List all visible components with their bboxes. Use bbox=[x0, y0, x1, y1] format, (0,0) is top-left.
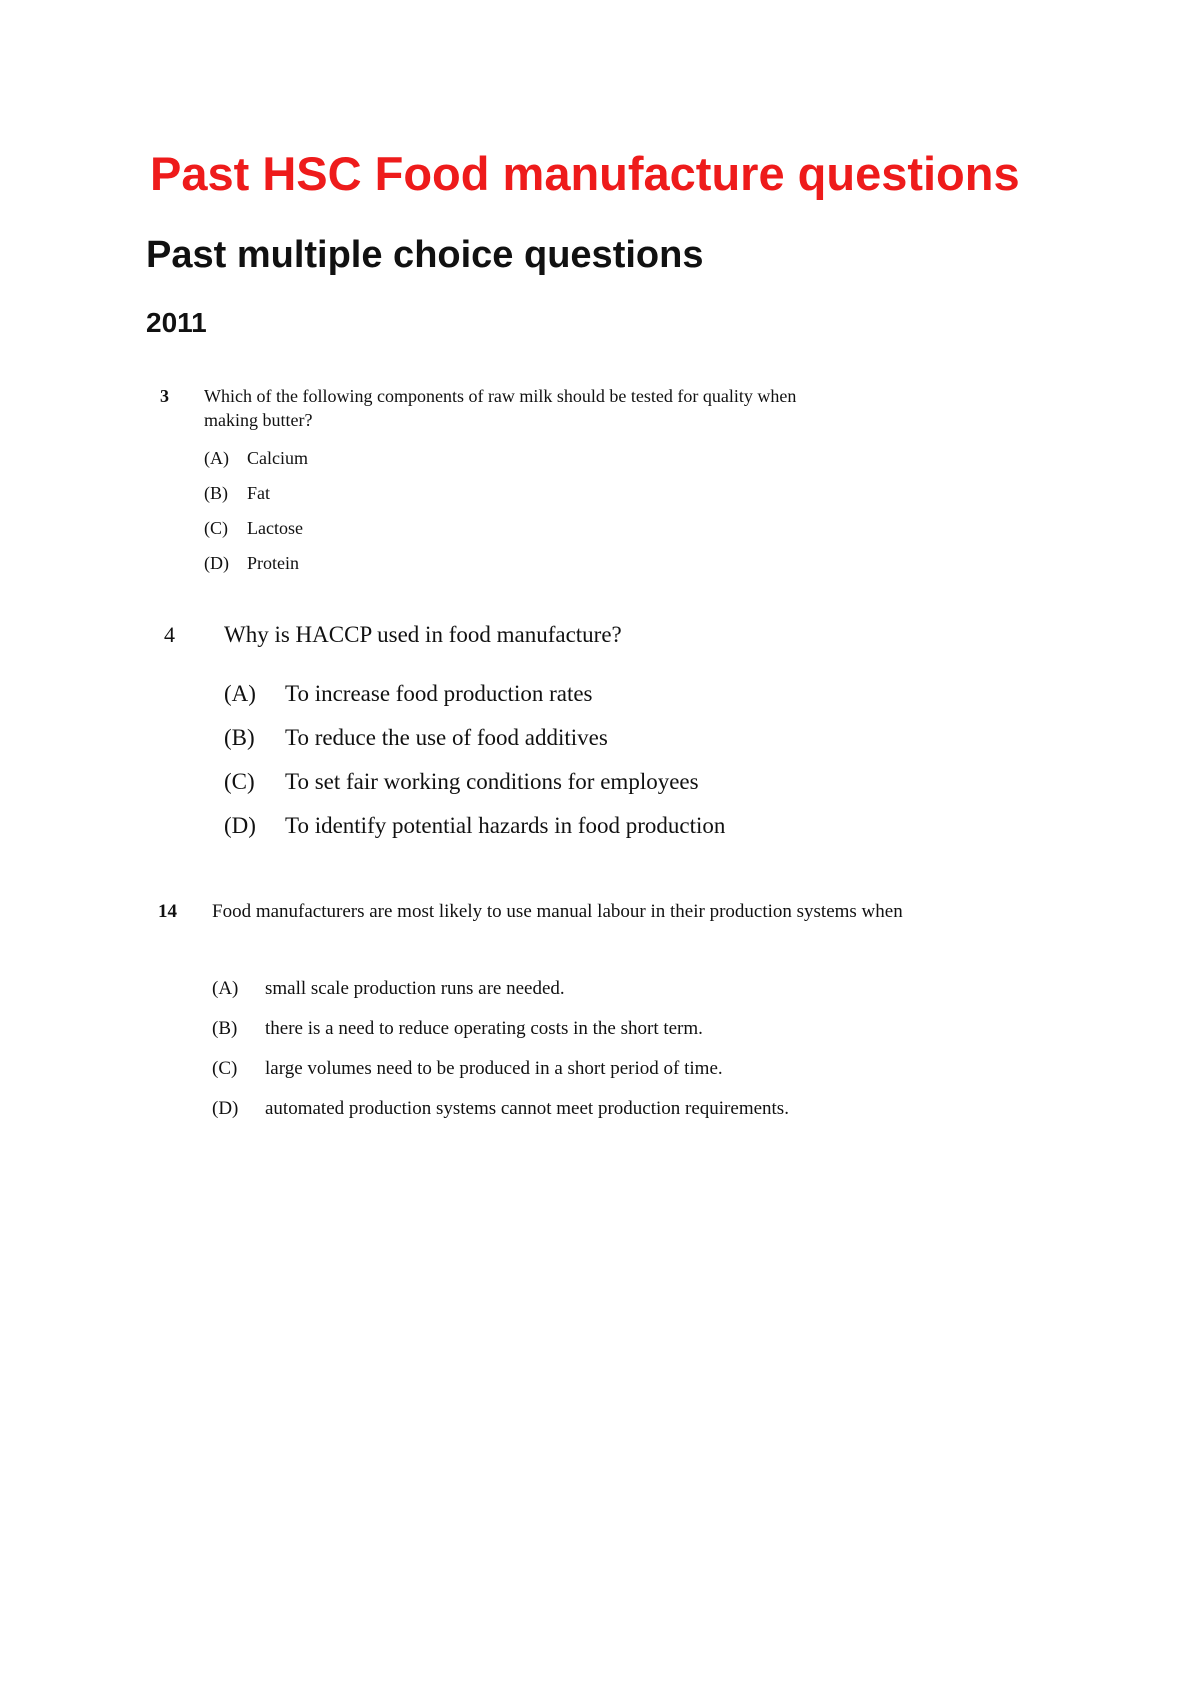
option-text: there is a need to reduce operating costs in the short term. bbox=[265, 1018, 703, 1039]
option-text: To identify potential hazards in food production bbox=[285, 813, 726, 838]
question-4 bbox=[164, 620, 964, 850]
question-number: 14 bbox=[158, 901, 177, 922]
page-title: Past HSC Food manufacture questions bbox=[150, 147, 1020, 200]
option-letter: (C) bbox=[224, 769, 255, 794]
option-text: To reduce the use of food additives bbox=[285, 725, 608, 750]
question-number: 3 bbox=[160, 386, 169, 406]
option-letter: (C) bbox=[204, 518, 228, 538]
question-text: Food manufacturers are most likely to use manual labour in their production systems when bbox=[212, 901, 903, 922]
option-letter: (A) bbox=[212, 978, 239, 999]
option-text: automated production systems cannot meet production requirements. bbox=[265, 1098, 789, 1119]
option-text: Protein bbox=[247, 553, 299, 573]
option-text: Lactose bbox=[247, 518, 303, 538]
option-text: To increase food production rates bbox=[285, 681, 593, 706]
option-letter: (D) bbox=[212, 1098, 239, 1119]
option-text: To set fair working conditions for employees bbox=[285, 769, 699, 794]
option-letter: (D) bbox=[204, 553, 229, 573]
option-letter: (C) bbox=[212, 1058, 238, 1079]
option-letter: (B) bbox=[224, 725, 255, 750]
year-heading: 2011 bbox=[146, 307, 207, 338]
option-letter: (A) bbox=[224, 681, 256, 706]
question-text: Why is HACCP used in food manufacture? bbox=[224, 622, 622, 647]
question-text: Which of the following components of raw milk should be tested for quality when making butter? bbox=[204, 386, 797, 430]
option-letter: (B) bbox=[204, 483, 228, 503]
option-text: small scale production runs are needed. bbox=[265, 978, 565, 999]
option-text: Calcium bbox=[247, 448, 308, 468]
question-number: 4 bbox=[164, 622, 175, 647]
option-letter: (D) bbox=[224, 813, 256, 838]
option-letter: (A) bbox=[204, 448, 229, 468]
option-letter: (B) bbox=[212, 1018, 238, 1039]
section-heading: Past multiple choice questions bbox=[146, 234, 704, 276]
option-text: large volumes need to be produced in a short period of time. bbox=[265, 1058, 723, 1079]
option-text: Fat bbox=[247, 483, 271, 503]
question-3 bbox=[160, 384, 860, 584]
question-14 bbox=[158, 898, 1028, 1128]
